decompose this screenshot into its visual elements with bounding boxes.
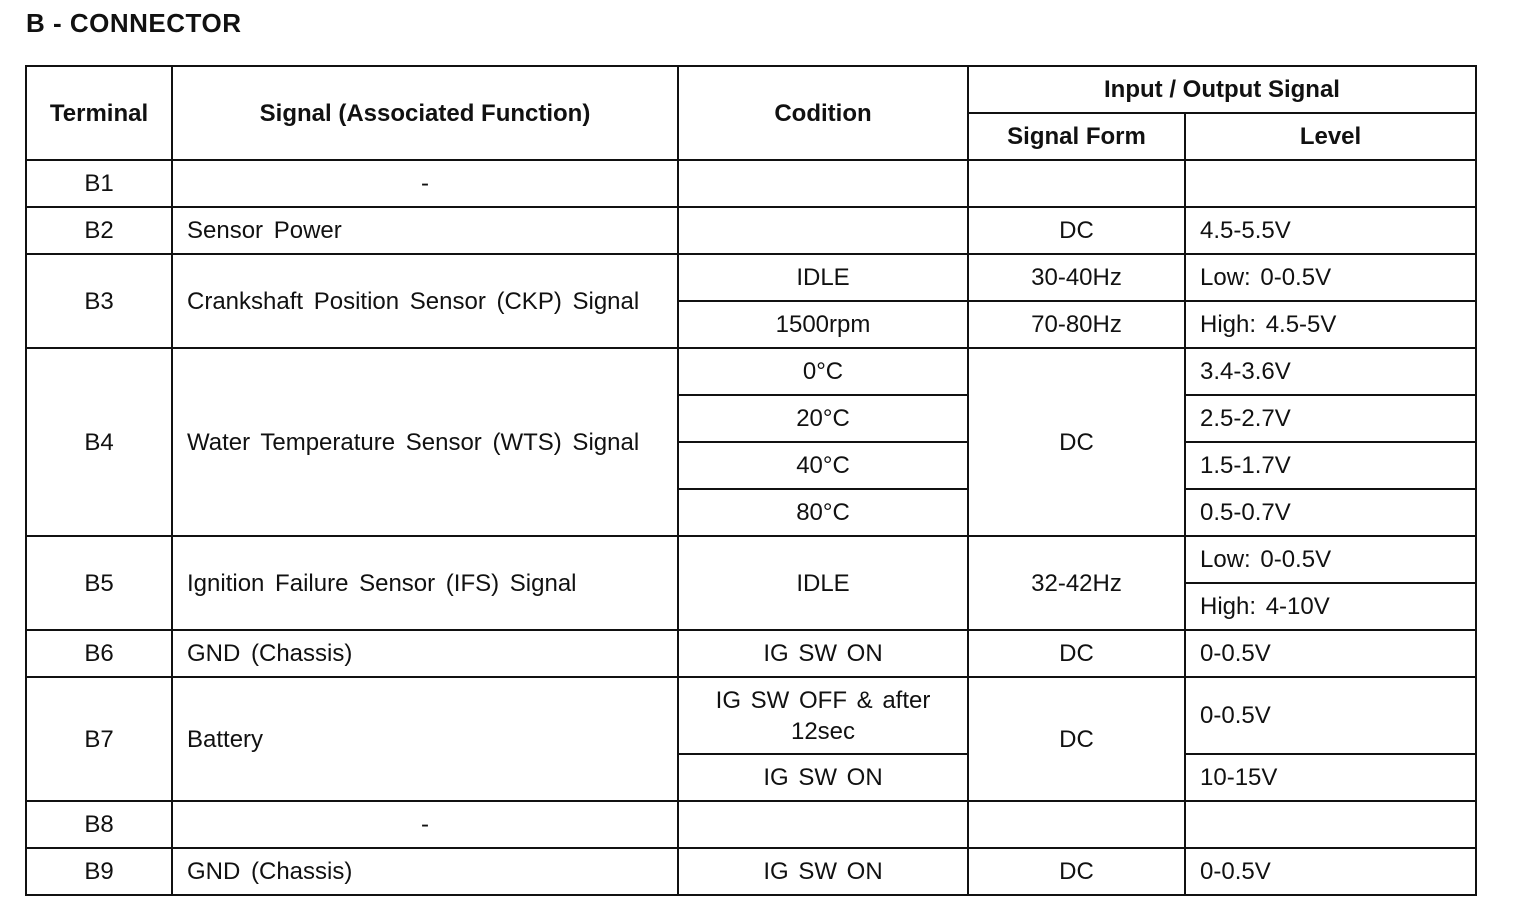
signal-form-cell: 30-40Hz — [968, 254, 1185, 301]
level-cell: 0-0.5V — [1185, 677, 1476, 754]
level-cell — [1185, 801, 1476, 848]
condition-cell: IDLE — [678, 536, 968, 630]
table-row — [26, 254, 1476, 301]
table-row — [26, 677, 1476, 754]
condition-cell: IG SW ON — [678, 848, 968, 895]
terminal-cell: B7 — [26, 677, 172, 801]
condition-cell: 0°C — [678, 348, 968, 395]
signal-form-cell: DC — [968, 207, 1185, 254]
table-row — [26, 848, 1476, 895]
condition-cell: 20°C — [678, 395, 968, 442]
table-row — [26, 348, 1476, 395]
signal-cell: Sensor Power — [172, 207, 678, 254]
condition-cell: 1500rpm — [678, 301, 968, 348]
signal-cell: - — [172, 160, 678, 207]
signal-cell: Ignition Failure Sensor (IFS) Signal — [172, 536, 678, 630]
level-cell: 0-0.5V — [1185, 848, 1476, 895]
terminal-cell: B1 — [26, 160, 172, 207]
condition-cell — [678, 801, 968, 848]
table-row — [26, 536, 1476, 583]
header-io-signal: Input / Output Signal — [968, 66, 1476, 113]
header-level: Level — [1185, 113, 1476, 160]
level-cell — [1185, 160, 1476, 207]
level-cell: High: 4.5-5V — [1185, 301, 1476, 348]
signal-cell: - — [172, 801, 678, 848]
terminal-cell: B3 — [26, 254, 172, 348]
level-cell: 3.4-3.6V — [1185, 348, 1476, 395]
condition-cell — [678, 207, 968, 254]
signal-form-cell: DC — [968, 348, 1185, 536]
signal-form-cell: DC — [968, 677, 1185, 801]
terminal-cell: B4 — [26, 348, 172, 536]
signal-cell: Water Temperature Sensor (WTS) Signal — [172, 348, 678, 536]
signal-form-cell: 32-42Hz — [968, 536, 1185, 630]
level-cell: 0.5-0.7V — [1185, 489, 1476, 536]
condition-cell: IG SW OFF & after 12sec — [678, 677, 968, 754]
condition-cell: IDLE — [678, 254, 968, 301]
level-cell: 10-15V — [1185, 754, 1476, 801]
terminal-cell: B2 — [26, 207, 172, 254]
table-header — [26, 66, 1476, 160]
terminal-cell: B9 — [26, 848, 172, 895]
signal-cell: Crankshaft Position Sensor (CKP) Signal — [172, 254, 678, 348]
level-cell: 4.5-5.5V — [1185, 207, 1476, 254]
header-signal-form: Signal Form — [968, 113, 1185, 160]
condition-cell: IG SW ON — [678, 630, 968, 677]
signal-form-cell — [968, 801, 1185, 848]
condition-cell: 80°C — [678, 489, 968, 536]
condition-cell: 40°C — [678, 442, 968, 489]
header-terminal: Terminal — [26, 66, 172, 160]
signal-form-cell: DC — [968, 848, 1185, 895]
signal-form-cell: 70-80Hz — [968, 301, 1185, 348]
level-cell: 0-0.5V — [1185, 630, 1476, 677]
level-cell: Low: 0-0.5V — [1185, 536, 1476, 583]
table-row — [26, 801, 1476, 848]
level-cell: Low: 0-0.5V — [1185, 254, 1476, 301]
signal-form-cell: DC — [968, 630, 1185, 677]
signal-cell: GND (Chassis) — [172, 848, 678, 895]
document-title: B - CONNECTOR — [26, 8, 242, 38]
terminal-cell: B8 — [26, 801, 172, 848]
signal-cell: GND (Chassis) — [172, 630, 678, 677]
signal-form-cell — [968, 160, 1185, 207]
signal-cell: Battery — [172, 677, 678, 801]
header-signal: Signal (Associated Function) — [172, 66, 678, 160]
condition-cell: IG SW ON — [678, 754, 968, 801]
table-row — [26, 207, 1476, 254]
level-cell: High: 4-10V — [1185, 583, 1476, 630]
terminal-cell: B6 — [26, 630, 172, 677]
header-condition: Codition — [678, 66, 968, 160]
table-row — [26, 160, 1476, 207]
level-cell: 1.5-1.7V — [1185, 442, 1476, 489]
connector-table — [25, 65, 1477, 896]
table-row — [26, 630, 1476, 677]
level-cell: 2.5-2.7V — [1185, 395, 1476, 442]
terminal-cell: B5 — [26, 536, 172, 630]
condition-cell — [678, 160, 968, 207]
